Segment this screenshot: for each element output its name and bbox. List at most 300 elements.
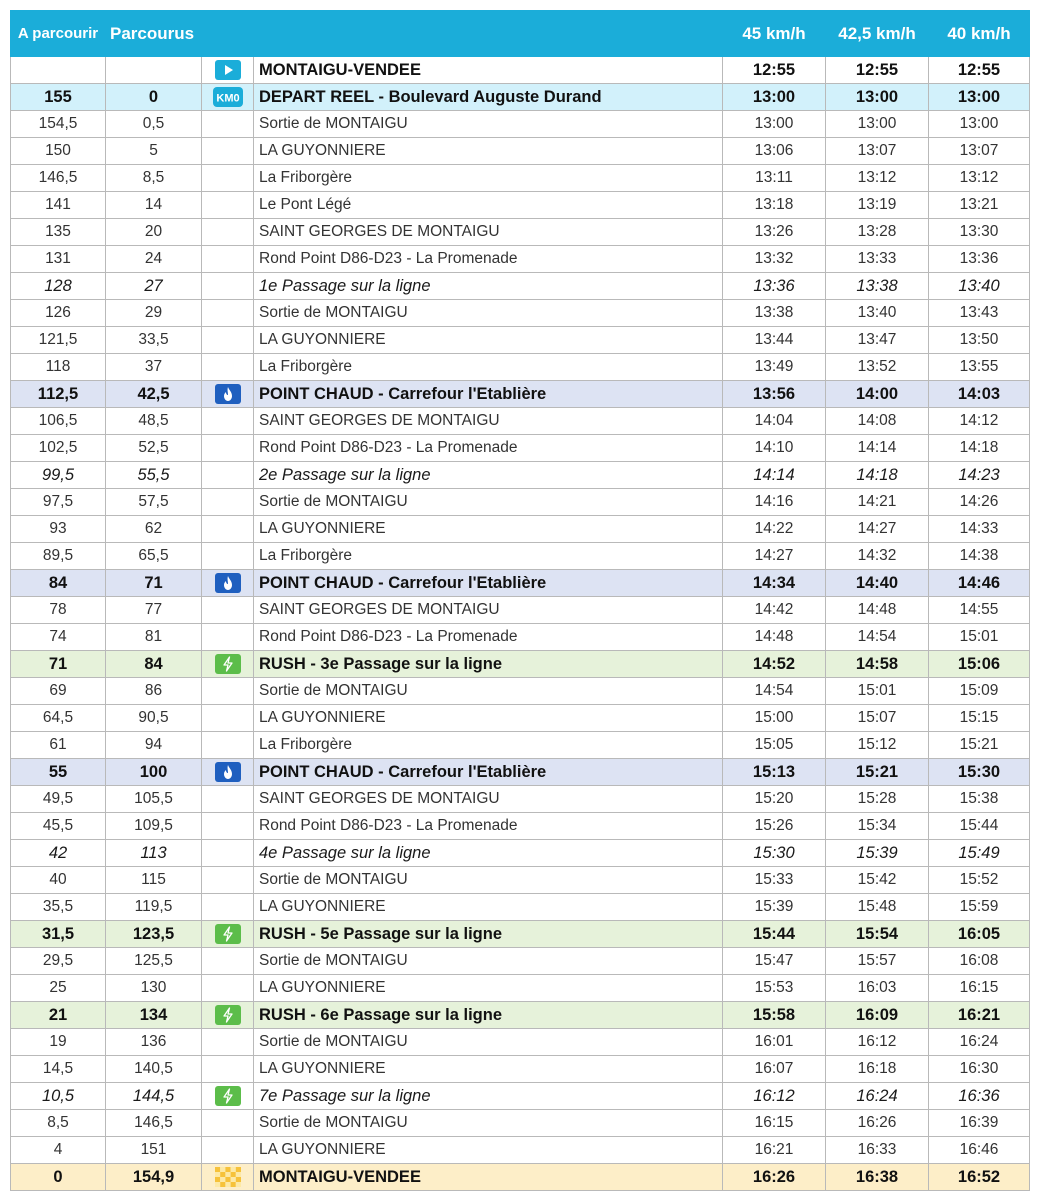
km-remaining: 74: [11, 624, 106, 651]
time-42-5kmh: 13:33: [826, 246, 929, 273]
km-done: 55,5: [106, 462, 202, 489]
table-row: [11, 543, 1030, 570]
time-45kmh: 14:14: [723, 462, 826, 489]
time-45kmh: 16:21: [723, 1137, 826, 1164]
table-row: [11, 1083, 1030, 1110]
time-45kmh: 13:00: [723, 111, 826, 138]
time-40kmh: 13:07: [929, 138, 1030, 165]
row-icon-cell: [202, 921, 254, 948]
time-45kmh: 16:26: [723, 1164, 826, 1191]
time-45kmh: 15:20: [723, 786, 826, 813]
place-name: LA GUYONNIERE: [254, 138, 723, 165]
time-40kmh: 15:49: [929, 840, 1030, 867]
time-45kmh: 13:36: [723, 273, 826, 300]
row-icon-cell: [202, 732, 254, 759]
km-done: 123,5: [106, 921, 202, 948]
time-40kmh: 15:59: [929, 894, 1030, 921]
place-name: 1e Passage sur la ligne: [254, 273, 723, 300]
header-remaining: A parcourir: [11, 11, 106, 57]
km-remaining: 49,5: [11, 786, 106, 813]
table-row: [11, 705, 1030, 732]
km-remaining: 135: [11, 219, 106, 246]
km-done: 144,5: [106, 1083, 202, 1110]
km-done: 48,5: [106, 408, 202, 435]
table-row: [11, 867, 1030, 894]
table-row: [11, 678, 1030, 705]
time-40kmh: 13:43: [929, 300, 1030, 327]
km-remaining: 102,5: [11, 435, 106, 462]
km-remaining: 25: [11, 975, 106, 1002]
time-45kmh: 16:15: [723, 1110, 826, 1137]
km-done: 71: [106, 570, 202, 597]
row-icon-cell: [202, 354, 254, 381]
place-name: Sortie de MONTAIGU: [254, 1029, 723, 1056]
km-remaining: 155: [11, 84, 106, 111]
place-name: MONTAIGU-VENDEE: [254, 1164, 723, 1191]
row-icon-cell: [202, 1083, 254, 1110]
header-row: [11, 11, 1030, 57]
km-remaining: 84: [11, 570, 106, 597]
row-icon-cell: [202, 327, 254, 354]
km-done: 134: [106, 1002, 202, 1029]
time-45kmh: 15:05: [723, 732, 826, 759]
time-40kmh: 14:46: [929, 570, 1030, 597]
table-row: [11, 165, 1030, 192]
time-42-5kmh: 16:12: [826, 1029, 929, 1056]
time-40kmh: 15:15: [929, 705, 1030, 732]
row-icon-cell: [202, 543, 254, 570]
table-row: [11, 138, 1030, 165]
km-remaining: 99,5: [11, 462, 106, 489]
place-name: La Friborgère: [254, 732, 723, 759]
km-done: 105,5: [106, 786, 202, 813]
table-row: [11, 435, 1030, 462]
time-42-5kmh: 14:58: [826, 651, 929, 678]
time-45kmh: 13:00: [723, 84, 826, 111]
time-45kmh: 13:11: [723, 165, 826, 192]
schedule-body: [11, 57, 1030, 1191]
place-name: LA GUYONNIERE: [254, 1137, 723, 1164]
row-icon-cell: [202, 435, 254, 462]
place-name: Sortie de MONTAIGU: [254, 948, 723, 975]
place-name: LA GUYONNIERE: [254, 894, 723, 921]
km-done: 5: [106, 138, 202, 165]
time-42-5kmh: 15:34: [826, 813, 929, 840]
row-icon-cell: [202, 705, 254, 732]
time-42-5kmh: 13:40: [826, 300, 929, 327]
km-done: 140,5: [106, 1056, 202, 1083]
table-row: [11, 570, 1030, 597]
km-done: 154,9: [106, 1164, 202, 1191]
time-42-5kmh: 15:39: [826, 840, 929, 867]
row-icon-cell: [202, 192, 254, 219]
table-row: [11, 219, 1030, 246]
row-icon-cell: [202, 1164, 254, 1191]
time-40kmh: 16:46: [929, 1137, 1030, 1164]
time-40kmh: 16:39: [929, 1110, 1030, 1137]
time-42-5kmh: 13:07: [826, 138, 929, 165]
time-42-5kmh: 16:03: [826, 975, 929, 1002]
km-done: 24: [106, 246, 202, 273]
km-done: 81: [106, 624, 202, 651]
table-row: [11, 1164, 1030, 1191]
time-45kmh: 15:53: [723, 975, 826, 1002]
time-45kmh: 14:54: [723, 678, 826, 705]
row-icon-cell: [202, 57, 254, 84]
place-name: Sortie de MONTAIGU: [254, 867, 723, 894]
km0-icon: [213, 87, 243, 107]
table-row: [11, 57, 1030, 84]
place-name: SAINT GEORGES DE MONTAIGU: [254, 786, 723, 813]
time-42-5kmh: 16:33: [826, 1137, 929, 1164]
time-42-5kmh: 15:54: [826, 921, 929, 948]
km-done: 146,5: [106, 1110, 202, 1137]
row-icon-cell: [202, 516, 254, 543]
time-40kmh: 13:30: [929, 219, 1030, 246]
time-45kmh: 14:27: [723, 543, 826, 570]
time-42-5kmh: 15:12: [826, 732, 929, 759]
row-icon-cell: [202, 489, 254, 516]
km-done: 125,5: [106, 948, 202, 975]
header-speed-42-5: 42,5 km/h: [826, 11, 929, 57]
row-icon-cell: [202, 867, 254, 894]
time-45kmh: 13:49: [723, 354, 826, 381]
km-remaining: 89,5: [11, 543, 106, 570]
time-42-5kmh: 15:28: [826, 786, 929, 813]
row-icon-cell: [202, 165, 254, 192]
km-remaining: 29,5: [11, 948, 106, 975]
place-name: La Friborgère: [254, 543, 723, 570]
table-row: [11, 192, 1030, 219]
row-icon-cell: [202, 948, 254, 975]
place-name: SAINT GEORGES DE MONTAIGU: [254, 408, 723, 435]
time-40kmh: 16:08: [929, 948, 1030, 975]
km-done: 113: [106, 840, 202, 867]
row-icon-cell: [202, 273, 254, 300]
row-icon-cell: [202, 1137, 254, 1164]
time-40kmh: 14:23: [929, 462, 1030, 489]
time-45kmh: 14:16: [723, 489, 826, 516]
place-name: Rond Point D86-D23 - La Promenade: [254, 246, 723, 273]
place-name: Rond Point D86-D23 - La Promenade: [254, 624, 723, 651]
time-40kmh: 12:55: [929, 57, 1030, 84]
time-40kmh: 16:52: [929, 1164, 1030, 1191]
table-row: [11, 462, 1030, 489]
time-42-5kmh: 13:00: [826, 111, 929, 138]
km-done: 90,5: [106, 705, 202, 732]
place-name: SAINT GEORGES DE MONTAIGU: [254, 219, 723, 246]
km-remaining: 121,5: [11, 327, 106, 354]
place-name: POINT CHAUD - Carrefour l'Etablière: [254, 381, 723, 408]
time-45kmh: 13:44: [723, 327, 826, 354]
time-45kmh: 13:06: [723, 138, 826, 165]
km-remaining: 21: [11, 1002, 106, 1029]
km-done: 77: [106, 597, 202, 624]
time-40kmh: 15:06: [929, 651, 1030, 678]
km-remaining: 42: [11, 840, 106, 867]
row-icon-cell: [202, 111, 254, 138]
header-icon: [202, 11, 254, 57]
time-45kmh: 13:56: [723, 381, 826, 408]
time-40kmh: 14:18: [929, 435, 1030, 462]
km-remaining: 8,5: [11, 1110, 106, 1137]
table-row: [11, 759, 1030, 786]
time-45kmh: 15:00: [723, 705, 826, 732]
time-42-5kmh: 14:32: [826, 543, 929, 570]
km-done: 0,5: [106, 111, 202, 138]
time-40kmh: 14:55: [929, 597, 1030, 624]
km-done: 119,5: [106, 894, 202, 921]
time-42-5kmh: 14:40: [826, 570, 929, 597]
time-40kmh: 16:05: [929, 921, 1030, 948]
place-name: Sortie de MONTAIGU: [254, 300, 723, 327]
km-remaining: 126: [11, 300, 106, 327]
time-45kmh: 14:22: [723, 516, 826, 543]
time-42-5kmh: 16:38: [826, 1164, 929, 1191]
time-42-5kmh: 15:01: [826, 678, 929, 705]
place-name: POINT CHAUD - Carrefour l'Etablière: [254, 759, 723, 786]
km-remaining: 78: [11, 597, 106, 624]
time-40kmh: 15:21: [929, 732, 1030, 759]
race-schedule: [10, 10, 1029, 1191]
km-remaining: 45,5: [11, 813, 106, 840]
km-remaining: 97,5: [11, 489, 106, 516]
time-40kmh: 14:26: [929, 489, 1030, 516]
table-row: [11, 597, 1030, 624]
km-remaining: 14,5: [11, 1056, 106, 1083]
time-42-5kmh: 15:21: [826, 759, 929, 786]
table-row: [11, 516, 1030, 543]
table-row: [11, 732, 1030, 759]
row-icon-cell: [202, 138, 254, 165]
km-remaining: 128: [11, 273, 106, 300]
time-42-5kmh: 13:12: [826, 165, 929, 192]
km-remaining: 0: [11, 1164, 106, 1191]
place-name: MONTAIGU-VENDEE: [254, 57, 723, 84]
table-row: [11, 273, 1030, 300]
time-42-5kmh: 16:18: [826, 1056, 929, 1083]
row-icon-cell: [202, 975, 254, 1002]
time-40kmh: 16:24: [929, 1029, 1030, 1056]
place-name: RUSH - 3e Passage sur la ligne: [254, 651, 723, 678]
row-icon-cell: [202, 759, 254, 786]
time-40kmh: 14:03: [929, 381, 1030, 408]
time-45kmh: 14:10: [723, 435, 826, 462]
time-42-5kmh: 15:42: [826, 867, 929, 894]
km-remaining: 71: [11, 651, 106, 678]
place-name: 7e Passage sur la ligne: [254, 1083, 723, 1110]
time-45kmh: 16:07: [723, 1056, 826, 1083]
km-done: 27: [106, 273, 202, 300]
time-45kmh: 13:32: [723, 246, 826, 273]
time-45kmh: 15:33: [723, 867, 826, 894]
row-icon-cell: [202, 219, 254, 246]
time-42-5kmh: 15:48: [826, 894, 929, 921]
finish-flag-icon: [215, 1167, 241, 1187]
time-42-5kmh: 16:26: [826, 1110, 929, 1137]
km-done: 42,5: [106, 381, 202, 408]
km-done: 115: [106, 867, 202, 894]
row-icon-cell: [202, 408, 254, 435]
km-done: 57,5: [106, 489, 202, 516]
km-remaining: 154,5: [11, 111, 106, 138]
row-icon-cell: [202, 840, 254, 867]
table-row: [11, 813, 1030, 840]
km-done: 33,5: [106, 327, 202, 354]
place-name: RUSH - 6e Passage sur la ligne: [254, 1002, 723, 1029]
table-row: [11, 651, 1030, 678]
time-40kmh: 14:12: [929, 408, 1030, 435]
place-name: Sortie de MONTAIGU: [254, 678, 723, 705]
time-42-5kmh: 14:08: [826, 408, 929, 435]
table-row: [11, 921, 1030, 948]
table-row: [11, 84, 1030, 111]
km-remaining: 118: [11, 354, 106, 381]
place-name: Sortie de MONTAIGU: [254, 111, 723, 138]
time-42-5kmh: 14:00: [826, 381, 929, 408]
time-40kmh: 16:30: [929, 1056, 1030, 1083]
row-icon-cell: [202, 84, 254, 111]
km-remaining: 10,5: [11, 1083, 106, 1110]
place-name: RUSH - 5e Passage sur la ligne: [254, 921, 723, 948]
km-remaining: [11, 57, 106, 84]
header-speed-45: 45 km/h: [723, 11, 826, 57]
time-42-5kmh: 14:18: [826, 462, 929, 489]
time-40kmh: 13:55: [929, 354, 1030, 381]
lightning-icon: [215, 654, 241, 674]
header-place: [254, 11, 723, 57]
table-row: [11, 894, 1030, 921]
km-done: 8,5: [106, 165, 202, 192]
time-42-5kmh: 14:27: [826, 516, 929, 543]
row-icon-cell: [202, 597, 254, 624]
km-remaining: 55: [11, 759, 106, 786]
place-name: LA GUYONNIERE: [254, 327, 723, 354]
time-40kmh: 13:21: [929, 192, 1030, 219]
km-done: 84: [106, 651, 202, 678]
flame-icon: [215, 573, 241, 593]
place-name: Rond Point D86-D23 - La Promenade: [254, 813, 723, 840]
row-icon-cell: [202, 1056, 254, 1083]
time-42-5kmh: 13:52: [826, 354, 929, 381]
play-icon: [215, 60, 241, 80]
header-done: Parcourus: [106, 11, 202, 57]
table-row: [11, 1110, 1030, 1137]
km-remaining: 64,5: [11, 705, 106, 732]
time-45kmh: 13:38: [723, 300, 826, 327]
time-40kmh: 14:33: [929, 516, 1030, 543]
time-45kmh: 14:48: [723, 624, 826, 651]
time-42-5kmh: 12:55: [826, 57, 929, 84]
km-done: 94: [106, 732, 202, 759]
table-row: [11, 111, 1030, 138]
time-40kmh: 13:12: [929, 165, 1030, 192]
time-40kmh: 16:21: [929, 1002, 1030, 1029]
svg-text:KM0: KM0: [215, 92, 240, 105]
time-40kmh: 13:36: [929, 246, 1030, 273]
km-remaining: 93: [11, 516, 106, 543]
place-name: Le Pont Légé: [254, 192, 723, 219]
row-icon-cell: [202, 894, 254, 921]
km-done: 62: [106, 516, 202, 543]
lightning-icon: [215, 1086, 241, 1106]
km-remaining: 69: [11, 678, 106, 705]
time-42-5kmh: 14:21: [826, 489, 929, 516]
time-42-5kmh: 13:19: [826, 192, 929, 219]
place-name: Sortie de MONTAIGU: [254, 489, 723, 516]
time-45kmh: 14:52: [723, 651, 826, 678]
lightning-icon: [215, 924, 241, 944]
row-icon-cell: [202, 1110, 254, 1137]
time-45kmh: 15:39: [723, 894, 826, 921]
place-name: DEPART REEL - Boulevard Auguste Durand: [254, 84, 723, 111]
row-icon-cell: [202, 381, 254, 408]
time-40kmh: 13:00: [929, 111, 1030, 138]
km-done: 52,5: [106, 435, 202, 462]
flame-icon: [215, 384, 241, 404]
time-45kmh: 15:26: [723, 813, 826, 840]
km-done: 86: [106, 678, 202, 705]
time-40kmh: 16:36: [929, 1083, 1030, 1110]
row-icon-cell: [202, 570, 254, 597]
time-45kmh: 13:26: [723, 219, 826, 246]
time-40kmh: 15:52: [929, 867, 1030, 894]
place-name: La Friborgère: [254, 165, 723, 192]
km-done: 130: [106, 975, 202, 1002]
km-done: 0: [106, 84, 202, 111]
table-row: [11, 489, 1030, 516]
km-remaining: 106,5: [11, 408, 106, 435]
table-row: [11, 381, 1030, 408]
row-icon-cell: [202, 1029, 254, 1056]
header-speed-40: 40 km/h: [929, 11, 1030, 57]
time-45kmh: 16:01: [723, 1029, 826, 1056]
time-40kmh: 13:40: [929, 273, 1030, 300]
row-icon-cell: [202, 651, 254, 678]
km-remaining: 61: [11, 732, 106, 759]
row-icon-cell: [202, 300, 254, 327]
row-icon-cell: [202, 813, 254, 840]
km-done: 100: [106, 759, 202, 786]
km-done: 29: [106, 300, 202, 327]
km-done: 151: [106, 1137, 202, 1164]
km-done: 37: [106, 354, 202, 381]
place-name: LA GUYONNIERE: [254, 516, 723, 543]
km-remaining: 35,5: [11, 894, 106, 921]
km-remaining: 150: [11, 138, 106, 165]
km-remaining: 146,5: [11, 165, 106, 192]
row-icon-cell: [202, 462, 254, 489]
row-icon-cell: [202, 246, 254, 273]
flame-icon: [215, 762, 241, 782]
row-icon-cell: [202, 624, 254, 651]
time-45kmh: 16:12: [723, 1083, 826, 1110]
time-45kmh: 12:55: [723, 57, 826, 84]
time-45kmh: 14:04: [723, 408, 826, 435]
time-42-5kmh: 16:09: [826, 1002, 929, 1029]
table-row: [11, 975, 1030, 1002]
schedule-table: [10, 10, 1030, 1191]
time-40kmh: 14:38: [929, 543, 1030, 570]
row-icon-cell: [202, 786, 254, 813]
table-row: [11, 786, 1030, 813]
time-40kmh: 15:44: [929, 813, 1030, 840]
table-row: [11, 354, 1030, 381]
place-name: Sortie de MONTAIGU: [254, 1110, 723, 1137]
time-42-5kmh: 13:47: [826, 327, 929, 354]
time-45kmh: 15:44: [723, 921, 826, 948]
km-remaining: 131: [11, 246, 106, 273]
